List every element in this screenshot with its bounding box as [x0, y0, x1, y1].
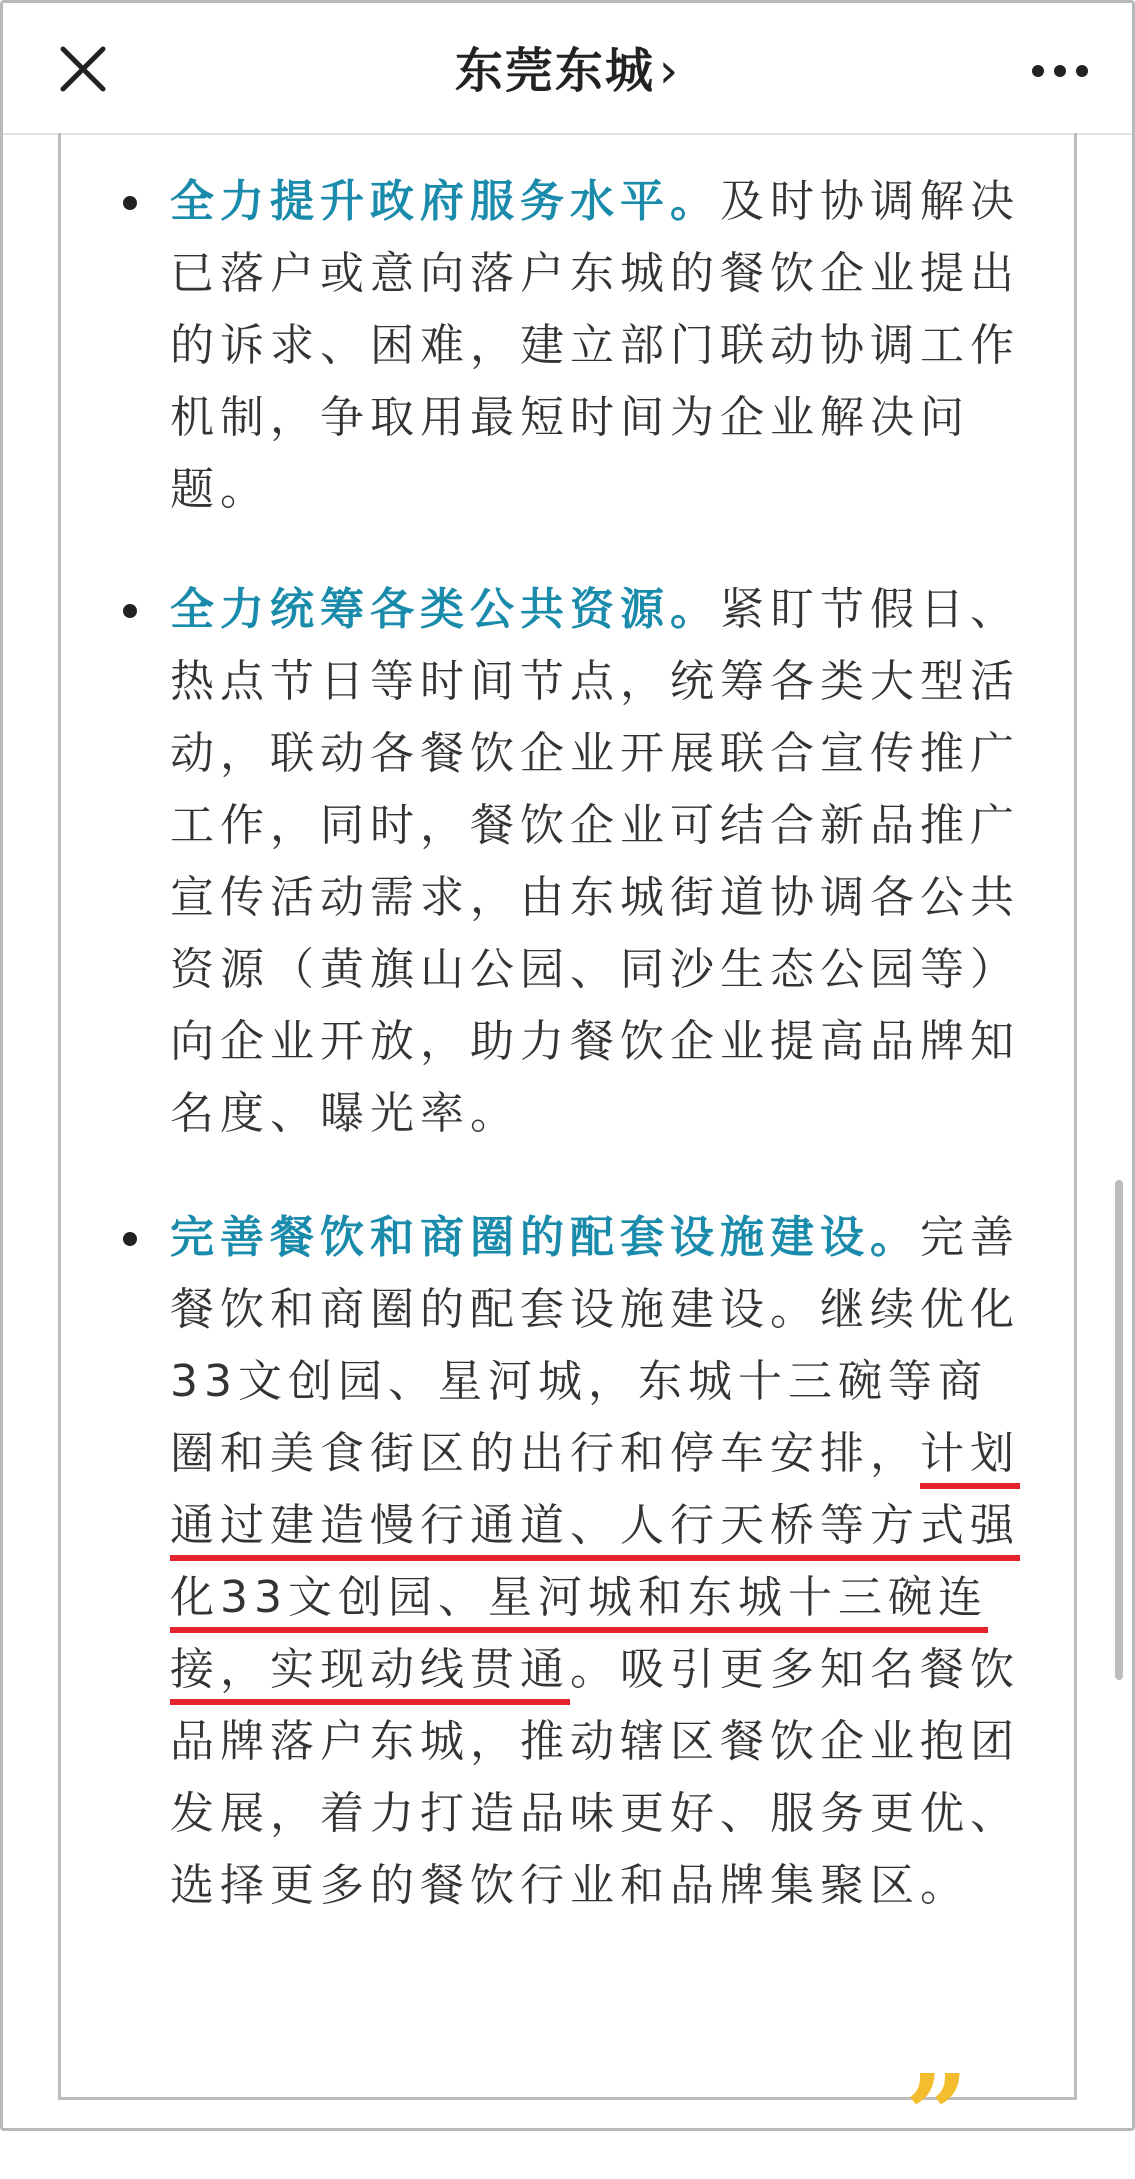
list-item-government-service: [170, 166, 1020, 526]
list-item-body-end: 。吸引更多知名餐饮品牌落户东城，推动辖区餐饮企业抱团发展，着力打造品味更好、服务更优、选择更多的餐饮行业和品牌集聚区。: [170, 1644, 1020, 1911]
bullet-point: [123, 604, 137, 618]
account-title-link[interactable]: [3, 43, 1132, 99]
more-options-button[interactable]: [1028, 43, 1092, 99]
scrollbar[interactable]: [1115, 1180, 1123, 1680]
list-item-heading: 全力提升政府服务水平。: [170, 176, 720, 227]
bullet-point: [123, 196, 137, 210]
more-icon: [1028, 43, 1092, 99]
quote-icon: ”: [905, 2050, 969, 2179]
list-item-body: 及时协调解决已落户或意向落户东城的餐饮企业提出的诉求、困难，建立部门联动协调工作机制，争取用最短时间为企业解决问题。: [170, 176, 1020, 515]
underlined-highlight-text: 计划通过建造慢行通道、人行天桥等方式强化33文创园、星河城和东城十三碗连接，实现动线贯通: [170, 1428, 1020, 1705]
list-item-facilities: [170, 1202, 1020, 1922]
page-title: 东莞东城: [454, 43, 655, 99]
list-item-heading: 全力统筹各类公共资源。: [170, 584, 720, 635]
top-navigation-bar: [3, 3, 1132, 135]
bullet-point: [123, 1232, 137, 1246]
list-item-body: 完善餐饮和商圈的配套设施建设。继续优化33文创园、星河城，东城十三碗等商圈和美食街区的出行和停车安排，: [170, 1212, 1020, 1479]
list-item-body: 紧盯节假日、热点节日等时间节点，统筹各类大型活动，联动各餐饮企业开展联合宣传推广工作，同时，餐饮企业可结合新品推广宣传活动需求，由东城街道协调各公共资源（黄旗山公园、同沙生态公园等）向企业开放，助力餐饮企业提高品牌知名度、曝光率。: [170, 584, 1020, 1139]
list-item-heading: 完善餐饮和商圈的配套设施建设。: [170, 1212, 920, 1263]
list-item-public-resources: [170, 574, 1020, 1150]
chevron-right-icon: ›: [658, 43, 681, 99]
